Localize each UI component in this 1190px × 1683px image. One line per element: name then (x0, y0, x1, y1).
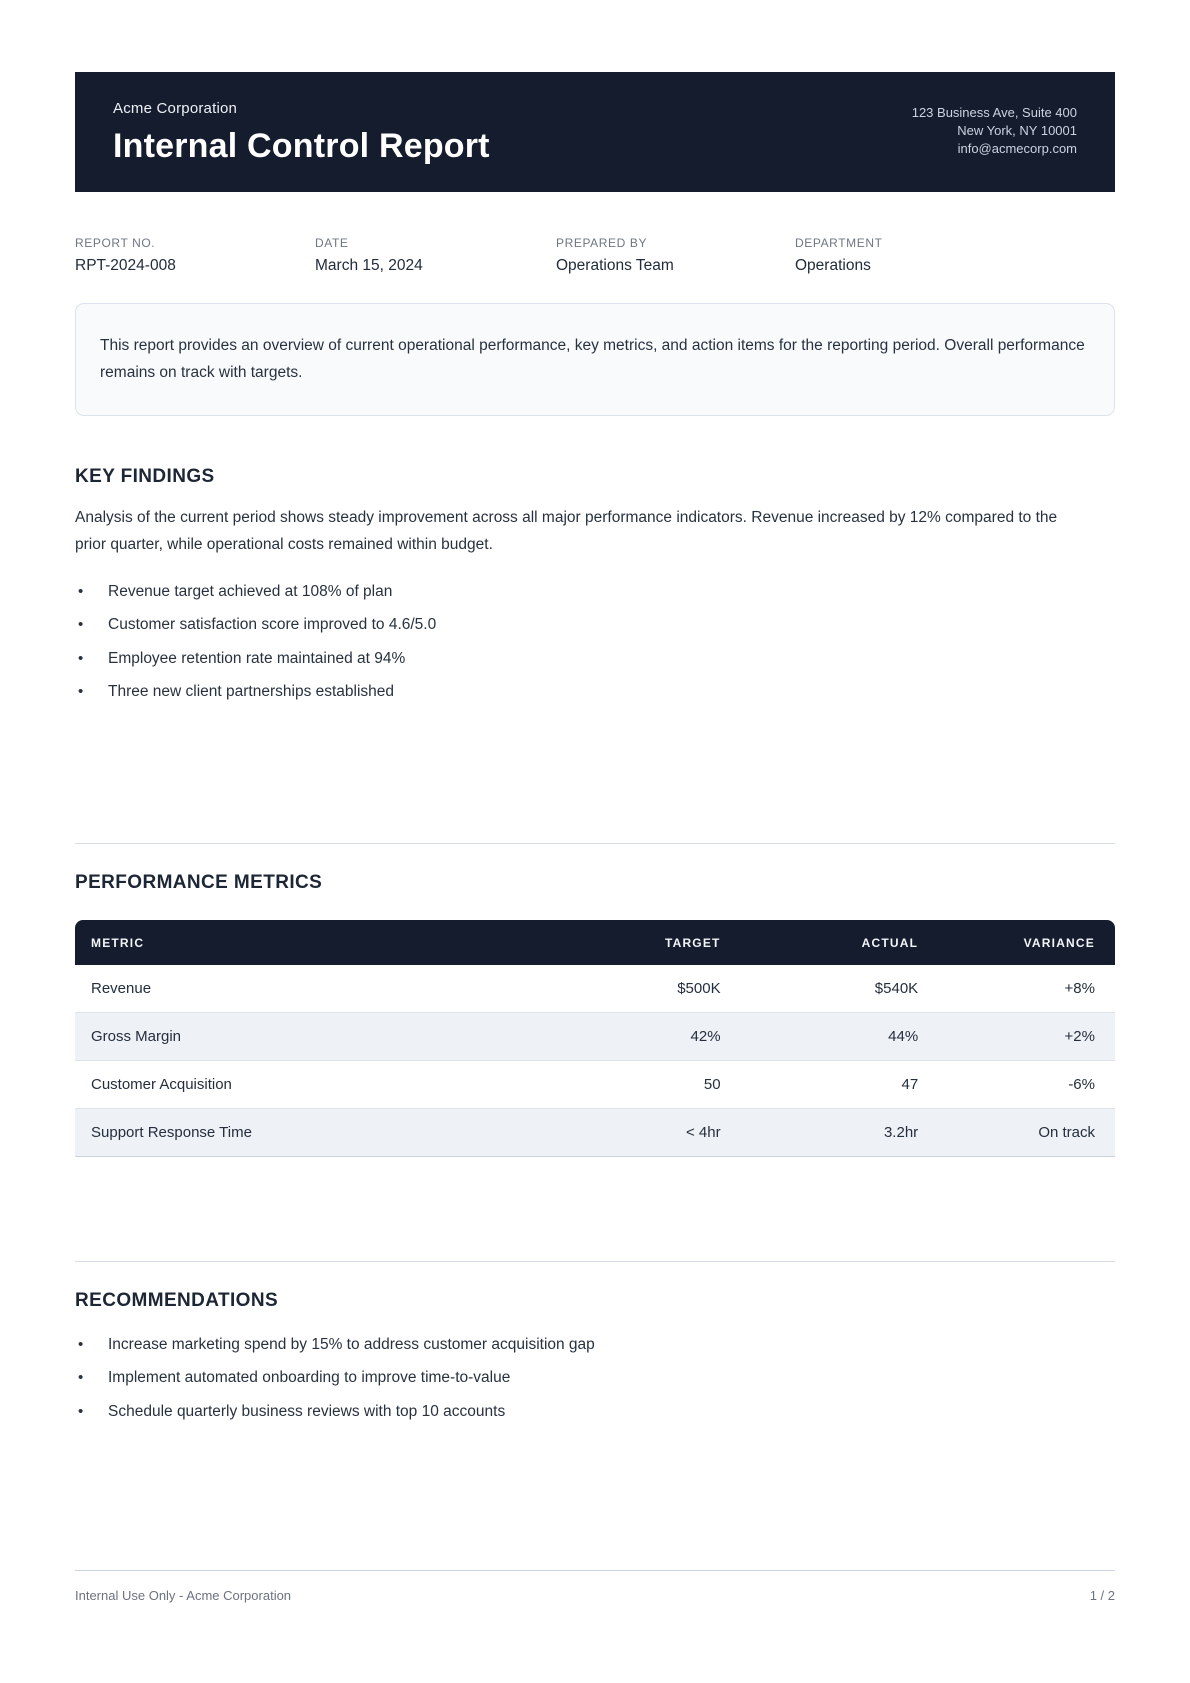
summary-box (75, 303, 1115, 416)
column-header-actual: ACTUAL (741, 920, 939, 965)
list-item: • Implement automated onboarding to improve time-to-value (75, 1367, 1115, 1389)
variance-cell: -6% (938, 1061, 1115, 1109)
meta-date (315, 236, 556, 275)
page-footer (75, 1570, 1115, 1603)
recommendations-heading: RECOMMENDATIONS (75, 1289, 279, 1311)
list-item: • Customer satisfaction score improved to 4.6/5.0 (75, 614, 1115, 636)
section-key-findings (75, 466, 1115, 714)
meta-value: Operations Team (556, 257, 674, 275)
table-row (75, 1109, 1115, 1157)
address-line: 123 Business Ave, Suite 400 (911, 105, 1077, 120)
meta-prepared-by (556, 236, 795, 275)
meta-department (795, 236, 1115, 275)
report-meta-row (75, 236, 1115, 275)
meta-label: REPORT NO. (75, 236, 156, 251)
table-header-row (75, 920, 1115, 965)
metric-cell: Revenue (75, 965, 553, 1013)
list-item: • Employee retention rate maintained at 94% (75, 648, 1115, 670)
target-cell: 50 (553, 1061, 740, 1109)
column-header-target: TARGET (553, 920, 740, 965)
metric-cell: Customer Acquisition (75, 1061, 553, 1109)
list-item: • Revenue target achieved at 108% of plan (75, 581, 1115, 603)
metric-cell: Support Response Time (75, 1109, 553, 1157)
variance-cell: +8% (938, 965, 1115, 1013)
variance-cell: +2% (938, 1013, 1115, 1061)
meta-label: PREPARED BY (556, 236, 648, 251)
meta-label: DEPARTMENT (795, 236, 883, 251)
table-row (75, 1061, 1115, 1109)
key-findings-intro: Analysis of the current period shows steady improvement across all major performance indicators. Revenue increased by 12% compared to the prior quarter, while operational costs remained within budget. (75, 509, 1058, 554)
footer-confidentiality-note: Internal Use Only - Acme Corporation (75, 1588, 292, 1603)
target-cell: < 4hr (553, 1109, 740, 1157)
table-row (75, 1013, 1115, 1061)
address-line: New York, NY 10001 (957, 123, 1077, 139)
target-cell: 42% (553, 1013, 740, 1061)
actual-cell: 44% (741, 1013, 939, 1061)
summary-text: This report provides an overview of current operational performance, key metrics, and action items for the reporting period. Overall performance remains on track with targets. (100, 337, 1085, 381)
address-line: info@acmecorp.com (957, 141, 1077, 157)
meta-report-no (75, 236, 315, 275)
metrics-table (75, 920, 1115, 1157)
actual-cell: $540K (741, 965, 939, 1013)
brand-header (75, 72, 1115, 192)
brand-header-left (113, 100, 490, 166)
meta-value: March 15, 2024 (315, 257, 423, 275)
variance-cell: On track (938, 1109, 1115, 1157)
actual-cell: 47 (741, 1061, 939, 1109)
header-address (912, 104, 1077, 159)
section-recommendations (75, 1261, 1115, 1434)
meta-value: Operations (795, 257, 871, 275)
actual-cell: 3.2hr (741, 1109, 939, 1157)
page-number: 1 / 2 (1089, 1588, 1115, 1603)
meta-value: RPT-2024-008 (75, 257, 176, 275)
performance-metrics-heading: PERFORMANCE METRICS (75, 871, 323, 893)
column-header-variance: VARIANCE (938, 920, 1115, 965)
key-findings-heading: KEY FINDINGS (75, 466, 215, 488)
list-item: • Schedule quarterly business reviews with top 10 accounts (75, 1401, 1115, 1423)
metric-cell: Gross Margin (75, 1013, 553, 1061)
company-name: Acme Corporation (113, 100, 238, 117)
table-row (75, 965, 1115, 1013)
section-performance-metrics (75, 843, 1115, 1157)
key-findings-list (75, 581, 1115, 704)
list-item: • Increase marketing spend by 15% to address customer acquisition gap (75, 1334, 1115, 1356)
column-header-metric: METRIC (75, 920, 553, 965)
meta-label: DATE (315, 236, 349, 251)
report-title: Internal Control Report (113, 127, 490, 165)
target-cell: $500K (553, 965, 740, 1013)
list-item: • Three new client partnerships established (75, 681, 1115, 703)
recommendations-list (75, 1334, 1115, 1423)
